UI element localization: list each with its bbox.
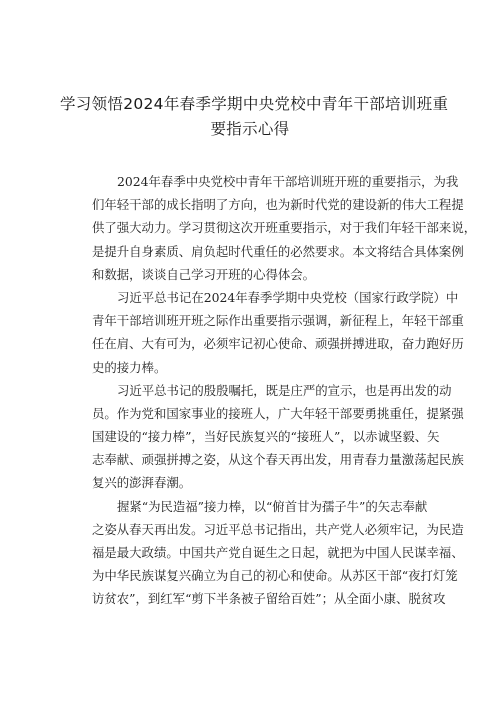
document-body [92,170,477,611]
text-line: 史的接力棒。 [92,359,167,375]
text-line: 习近平总书记的殷殷嘱托，既是庄严的宣示，也是再出发的动 [117,382,452,398]
paragraph-4 [92,495,464,611]
text-line: 国建设的“接力棒”，当好民族复兴的“接班人”，以赤诚坚毅、矢 [92,429,440,445]
text-line: 握紧“为民造福”接力棒，以“俯首甘为孺子牛”的矢志奉献 [117,498,428,514]
paragraph-3 [92,379,464,495]
text-line: 为中华民族谋复兴确立为自己的初心和使命。从苏区干部“夜打灯笼 [92,568,458,584]
text-line: 复兴的澎湃春潮。 [92,475,192,491]
title-line-1: 学习领悟2024年春季学期中央党校中青年干部培训班重 [60,95,449,113]
text-line: 福是最大政绩。中国共产党自诞生之日起，就把为中国人民谋幸福、 [92,545,464,560]
text-line: 们年轻干部的成长指明了方向，也为新时代党的建设新的伟大工程提 [92,197,464,213]
document-title [60,92,449,142]
text-line: 2024年春季中央党校中青年干部培训班开班的重要指示，为我 [117,174,459,189]
paragraph-2 [92,286,464,379]
text-line: 是提升自身素质、肩负起时代重任的必然要求。本文将结合具体案例 [92,243,464,259]
text-line: 习近平总书记在2024年春季学期中央党校（国家行政学院）中 [117,289,459,305]
text-line: 任在肩、大有可为，必须牢记初心使命、顽强拼搏进取，奋力跑好历 [92,336,464,352]
text-line: 之姿从春天再出发。习近平总书记指出，共产党人必须牢记，为民造 [92,521,464,537]
text-line: 员。作为党和国家事业的接班人，广大年轻干部要勇挑重任，提紧强 [92,405,464,421]
paragraph-1 [92,170,477,286]
text-line: 和数据，谈谈自己学习开班的心得体会。 [92,266,316,282]
text-line: 访贫农”，到红军“剪下半条被子留给百姓”；从全面小康、脱贫攻 [92,591,446,607]
title-line-2: 要指示心得 [210,120,290,138]
text-line: 青年干部培训班开班之际作出重要指示强调，新征程上，年轻干部重 [92,313,464,329]
text-line: 供了强大动力。学习贯彻这次开班重要指示，对于我们年轻干部来说， [92,220,477,236]
text-line: 志奉献、顽强拼搏之姿，从这个春天再出发，用青春力量激荡起民族 [92,452,464,468]
